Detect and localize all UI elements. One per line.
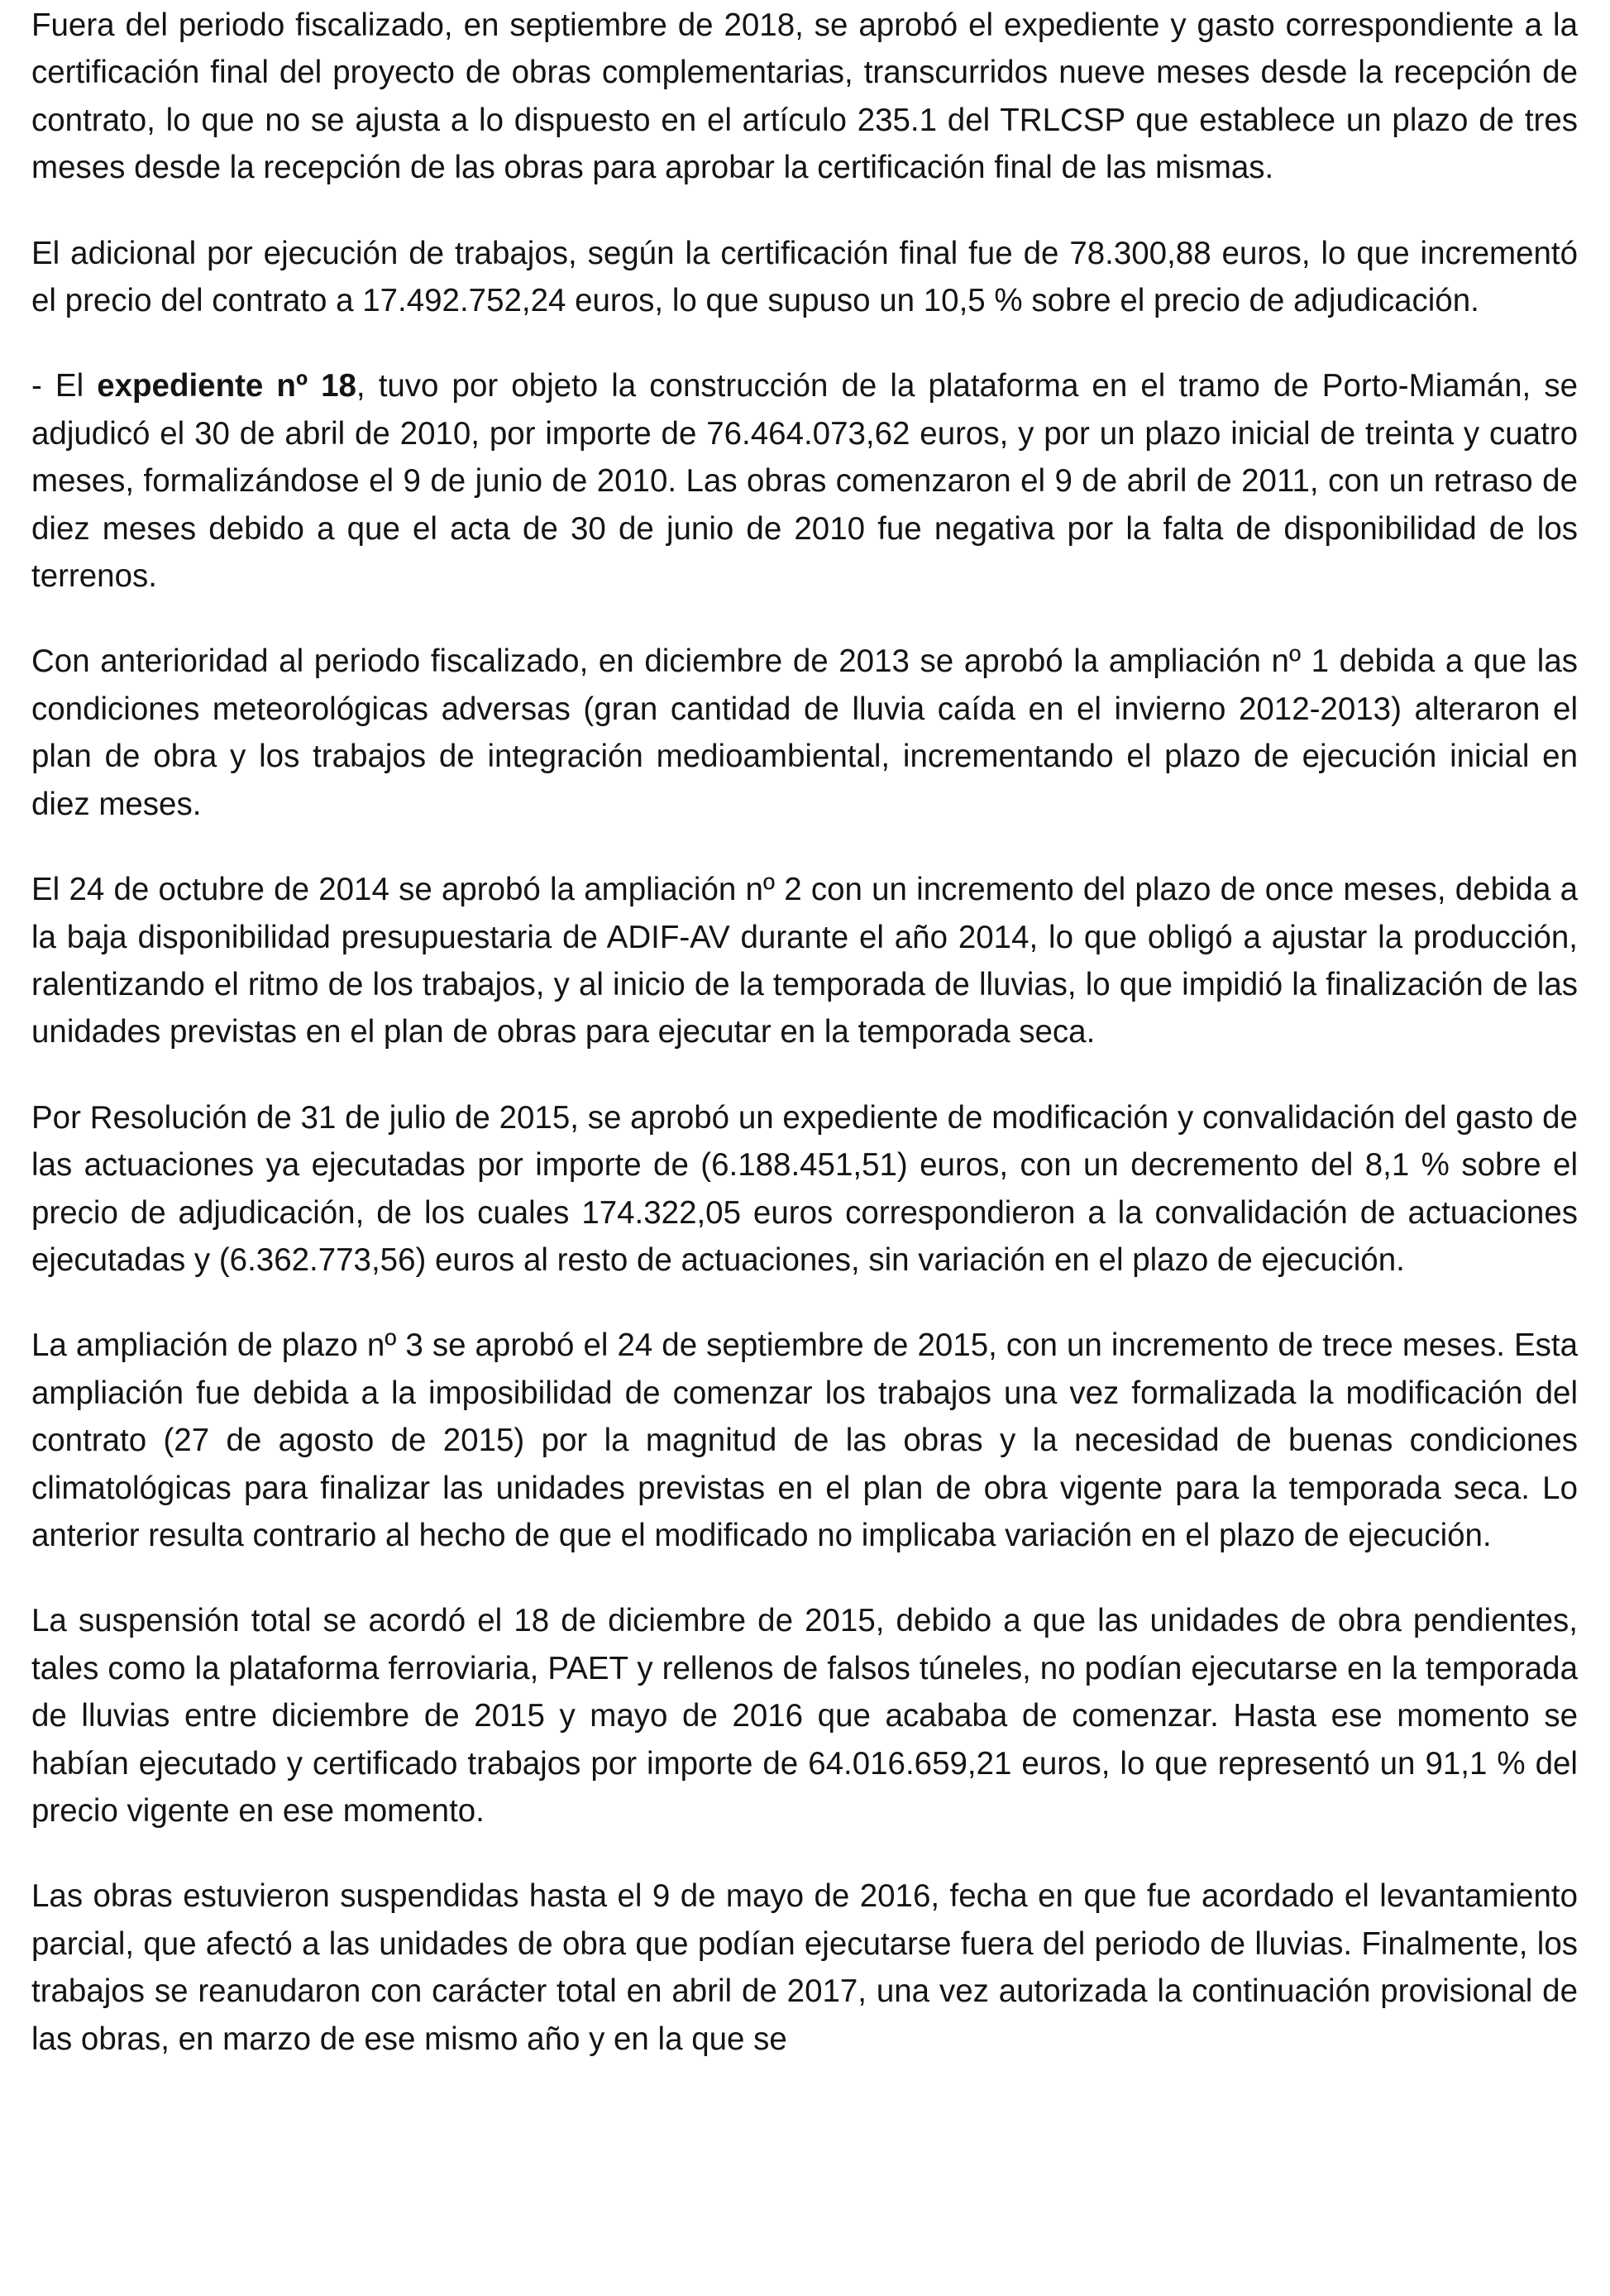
- paragraph-resolucion-modificacion: Por Resolución de 31 de julio de 2015, se aprobó un expediente de modificación y convalidación del gasto de las actuaciones ya ejecutadas por importe de (6.188.451,51) euros, con un decremento del 8,1 % sobre el precio de adjudicación, de los cuales 174.322,05 euros correspondieron a la convalidación de actuaciones ejecutadas y (6.362.773,56) euros al resto de actuaciones, sin variación en el plazo de ejecución.: [31, 1099, 1578, 1278]
- paragraph-suspension-total: La suspensión total se acordó el 18 de diciembre de 2015, debido a que las unidades de obra pendientes, tales como la plataforma ferroviaria, PAET y rellenos de falsos túneles, no podían ejecutarse en la temporada de lluvias entre diciembre de 2015 y mayo de 2016 que acababa de comenzar. Hasta ese momento se habían ejecutado y certificado trabajos por importe de 64.016.659,21 euros, lo que representó un 91,1 % del precio vigente en ese momento.: [31, 1603, 1578, 1829]
- paragraph-ampliacion-2: El 24 de octubre de 2014 se aprobó la ampliación nº 2 con un incremento del plazo de once meses, debida a la baja disponibilidad presupuestaria de ADIF-AV durante el año 2014, lo que obligó a ajustar la producción, ralentizando el ritmo de los trabajos, y al inicio de la temporada de lluvias, lo que impidió la finalización de las unidades previstas en el plan de obras para ejecutar en la temporada seca.: [31, 872, 1578, 1050]
- document-page: [31, 2, 1578, 2063]
- paragraph-expediente-18-text: , tuvo por objeto la construcción de la plataforma en el tramo de Porto-Miamán, se adjudicó el 30 de abril de 2010, por importe de 76.464.073,62 euros, y por un plazo inicial de treinta y cuatro meses, formalizándose el 9 de junio de 2010. Las obras comenzaron el 9 de abril de 2011, con un retraso de diez meses debido a que el acta de 30 de junio de 2010 fue negativa por la falta de disponibilidad de los terrenos.: [31, 368, 1578, 595]
- paragraph-ampliacion-1: Con anterioridad al periodo fiscalizado, en diciembre de 2013 se aprobó la ampliación nº 1 debida a que las condiciones meteorológicas adversas (gran cantidad de lluvia caída en el invierno 2012-2013) alteraron el plan de obra y los trabajos de integración medioambiental, incrementando el plazo de ejecución inicial en diez meses.: [31, 643, 1578, 822]
- paragraph-expediente-18: [31, 362, 1578, 600]
- expediente-18-label: expediente nº 18: [97, 368, 356, 404]
- paragraph-expediente-18-prefix: - El: [31, 368, 98, 404]
- paragraph-obras-suspendidas: Las obras estuvieron suspendidas hasta el 9 de mayo de 2016, fecha en que fue acordado el levantamiento parcial, que afectó a las unidades de obra que podían ejecutarse fuera del periodo de lluvias. Finalmente, los trabajos se reanudaron con carácter total en abril de 2017, una vez autorizada la continuación provisional de las obras, en marzo de ese mismo año y en la que se: [31, 1878, 1578, 2057]
- paragraph-adicional-ejecucion: El adicional por ejecución de trabajos, según la certificación final fue de 78.300,88 euros, lo que incrementó el precio del contrato a 17.492.752,24 euros, lo que supuso un 10,5 % sobre el precio de adjudicación.: [31, 235, 1578, 319]
- paragraph-ampliacion-3: La ampliación de plazo nº 3 se aprobó el 24 de septiembre de 2015, con un incremento de trece meses. Esta ampliación fue debida a la imposibilidad de comenzar los trabajos una vez formalizada la modificación del contrato (27 de agosto de 2015) por la magnitud de las obras y la necesidad de buenas condiciones climatológicas para finalizar las unidades previstas en el plan de obra vigente para la temporada seca. Lo anterior resulta contrario al hecho de que el modificado no implicaba variación en el plazo de ejecución.: [31, 1327, 1578, 1553]
- paragraph-certificacion-final: Fuera del periodo fiscalizado, en septiembre de 2018, se aprobó el expediente y gasto correspondiente a la certificación final del proyecto de obras complementarias, transcurridos nueve meses desde la recepción de contrato, lo que no se ajusta a lo dispuesto en el artículo 235.1 del TRLCSP que establece un plazo de tres meses desde la recepción de las obras para aprobar la certificación final de las mismas.: [31, 7, 1578, 186]
